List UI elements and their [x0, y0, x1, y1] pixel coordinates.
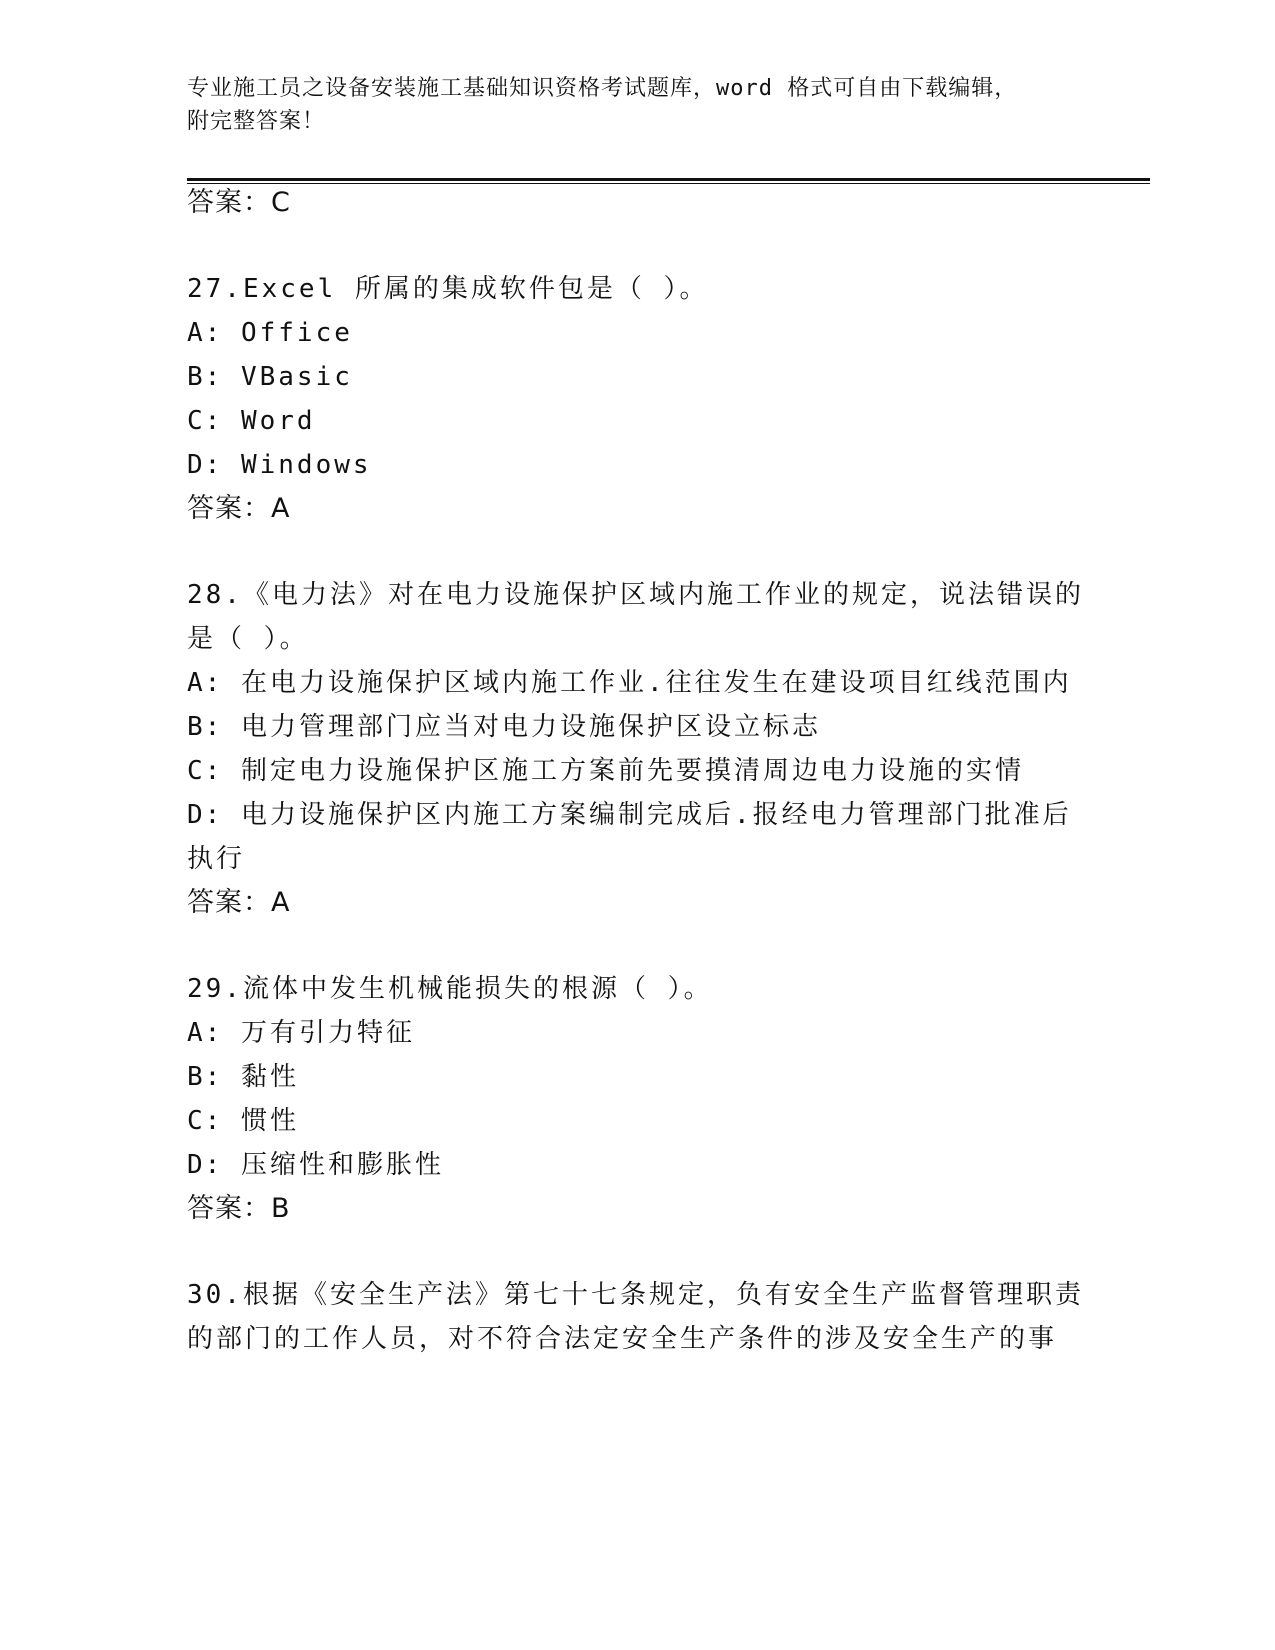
option-label: C:	[187, 406, 223, 436]
option-label: B:	[187, 1062, 223, 1092]
question-29-option-c	[187, 1104, 299, 1138]
option-text: Word	[240, 406, 316, 436]
question-29-option-b	[187, 1060, 299, 1094]
question-28-option-d-continued: 执行	[187, 844, 246, 874]
question-28-stem-line-2: 是（ ）。	[187, 624, 309, 654]
question-29-option-a	[187, 1016, 415, 1050]
option-text: 制定电力设施保护区施工方案前先要摸清周边电力设施的实情	[240, 756, 1024, 786]
option-label: A:	[187, 668, 223, 698]
header-rule-thick	[187, 178, 1150, 181]
question-28-option-a	[187, 666, 1072, 700]
option-text: Windows	[240, 450, 372, 480]
question-27-option-d	[187, 448, 372, 482]
option-text: 黏性	[240, 1062, 299, 1092]
question-30-stem-line-1: 30.根据《安全生产法》第七十七条规定，负有安全生产监督管理职责	[187, 1280, 1084, 1310]
document-header	[187, 72, 1087, 138]
option-label: D:	[187, 800, 223, 830]
question-28-option-b	[187, 710, 821, 744]
question-27-answer: 答案：A	[187, 493, 291, 524]
question-28-option-d	[187, 798, 1072, 832]
question-29-option-d	[187, 1148, 444, 1182]
question-27-option-c	[187, 404, 316, 438]
previous-answer: 答案：C	[187, 187, 291, 218]
option-text: 惯性	[240, 1106, 299, 1136]
option-text: VBasic	[240, 362, 353, 392]
option-text: 电力设施保护区内施工方案编制完成后.报经电力管理部门批准后	[240, 800, 1072, 830]
question-29-answer: 答案：B	[187, 1193, 291, 1224]
option-label: A:	[187, 318, 223, 348]
question-27-stem: 27.Excel 所属的集成软件包是（ ）。	[187, 274, 709, 304]
option-label: B:	[187, 712, 223, 742]
option-text: 在电力设施保护区域内施工作业.往往发生在建设项目红线范围内	[240, 668, 1072, 698]
option-label: C:	[187, 1106, 223, 1136]
header-line-2: 附完整答案！	[187, 109, 326, 134]
option-label: D:	[187, 1150, 223, 1180]
option-label: B:	[187, 362, 223, 392]
option-text: 万有引力特征	[240, 1018, 415, 1048]
option-label: D:	[187, 450, 223, 480]
header-rule-thin	[187, 183, 1150, 184]
option-text: 压缩性和膨胀性	[240, 1150, 444, 1180]
question-28-option-c	[187, 754, 1024, 788]
option-text: Office	[240, 318, 353, 348]
header-line-1: 专业施工员之设备安装施工基础知识资格考试题库，word 格式可自由下载编辑，	[187, 76, 1018, 101]
question-27-option-b	[187, 360, 353, 394]
question-30-stem-line-2: 的部门的工作人员，对不符合法定安全生产条件的涉及安全生产的事	[187, 1324, 1058, 1354]
option-label: C:	[187, 756, 223, 786]
question-29-stem: 29.流体中发生机械能损失的根源（ ）。	[187, 974, 713, 1004]
option-text: 电力管理部门应当对电力设施保护区设立标志	[240, 712, 821, 742]
question-27-option-a	[187, 316, 353, 350]
option-label: A:	[187, 1018, 223, 1048]
question-28-answer: 答案：A	[187, 887, 291, 918]
question-28-stem-line-1: 28.《电力法》对在电力设施保护区域内施工作业的规定，说法错误的	[187, 580, 1084, 610]
